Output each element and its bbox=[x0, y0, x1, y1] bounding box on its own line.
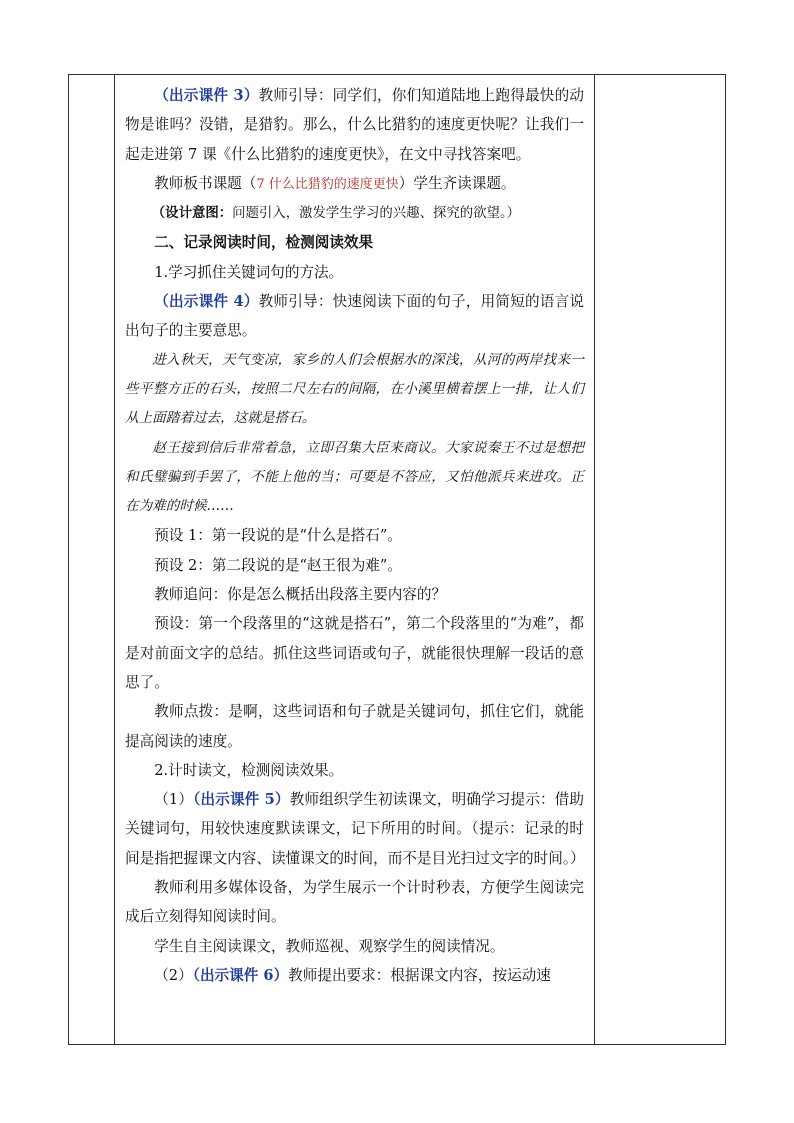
guide-paragraph: （出示课件 4）教师引导：快速阅读下面的句子，用简短的语言说出句子的主要意思。 bbox=[125, 293, 584, 340]
lesson-content bbox=[115, 75, 594, 990]
preset-2: 预设 2：第二段说的是“赵王很为难”。 bbox=[154, 556, 402, 574]
courseware-tag: （出示课件 5） bbox=[193, 791, 290, 809]
teacher-question: 教师追问：你是怎么概括出段落主要内容的？ bbox=[154, 586, 447, 604]
content-cell bbox=[115, 75, 595, 1045]
step-2: 2.计时读文，检测阅读效果。 bbox=[154, 761, 344, 779]
board-title-paragraph: 教师板书课题（7 什么比猎豹的速度更快）学生齐读课题。 bbox=[154, 174, 516, 192]
lesson-plan-table bbox=[68, 74, 726, 1045]
section-heading: 二、记录阅读时间，检测阅读效果 bbox=[154, 234, 374, 252]
sub-step-2: （2）（出示课件 6）教师提出要求：根据课文内容，按运动速 bbox=[154, 966, 551, 984]
quote-2: 赵王接到信后非常着急，立即召集大臣来商议。大家说秦王不过是想把和氏璧骗到手罢了，不能上他的当；可要是不答应，又怕他派兵来进攻。正在为难的时候…… bbox=[125, 439, 584, 515]
design-intent: （设计意图：问题引入，激发学生学习的兴趣、探究的欲望。） bbox=[151, 205, 521, 222]
teacher-tip: 教师点拨：是啊，这些词语和句子就是关键词句，抓住它们，就能提高阅读的速度。 bbox=[125, 703, 584, 750]
courseware-tag: （出示课件 3） bbox=[154, 87, 259, 104]
quote-1: 进入秋天，天气变凉，家乡的人们会根据水的深浅，从河的两岸找来一些平整方正的石头，按照二尺左右的间隔，在小溪里横着摆上一排，让人们从上面踏着过去，这就是搭石。 bbox=[125, 351, 584, 427]
courseware-tag: （出示课件 6） bbox=[192, 966, 289, 984]
step-1: 1.学习抓住关键词句的方法。 bbox=[154, 263, 344, 281]
lesson-title: 7 什么比猎豹的速度更快 bbox=[256, 176, 399, 192]
preset-answer: 预设：第一个段落里的“这就是搭石”，第二个段落里的“为难”，都是对前面文字的总结。抓住这些词语或句子，就能很快理解一段话的意思了。 bbox=[125, 615, 584, 691]
self-reading-paragraph: 学生自主阅读课文，教师巡视、观察学生的阅读情况。 bbox=[154, 937, 505, 955]
intro-paragraph: （出示课件 3）教师引导：同学们，你们知道陆地上跑得最快的动物是谁吗？没错，是猎豹。那么，什么比猎豹的速度更快呢？让我们一起走进第 7 课《什么比猎豹的速度更快》，在文中寻找答案吧。 bbox=[125, 87, 584, 163]
courseware-tag: （出示课件 4） bbox=[154, 293, 259, 311]
right-column-cell bbox=[595, 75, 726, 1045]
left-column-cell bbox=[69, 75, 115, 1045]
preset-1: 预设 1：第一段说的是“什么是搭石”。 bbox=[154, 527, 402, 545]
timer-paragraph: 教师利用多媒体设备，为学生展示一个计时秒表，方便学生阅读完成后立刻得知阅读时间。 bbox=[125, 879, 584, 926]
sub-step-1: （1）（出示课件 5）教师组织学生初读课文，明确学习提示：借助关键词句，用较快速度默读课文，记下所用的时间。（提示：记录的时间是指把握课文内容、读懂课文的时间，而不是目光扫过文字的时间。） bbox=[125, 791, 585, 867]
